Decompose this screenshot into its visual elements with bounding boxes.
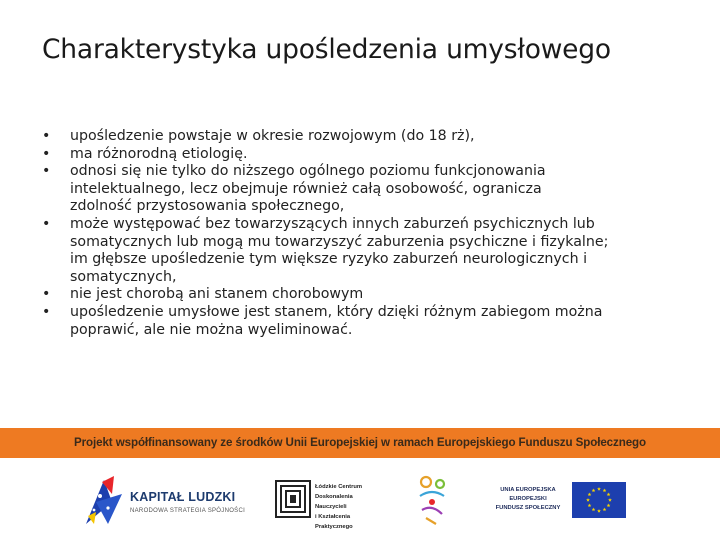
bullet-line: upośledzenie umysłowe jest stanem, który dzięki różnym zabiegom można <box>70 303 603 320</box>
bullet-line: odnosi się nie tylko do niższego ogólnego poziomu funkcjonowania <box>70 163 546 180</box>
bullet-line: zdolność przystosowania społecznego, <box>70 198 345 215</box>
eu-efs-text <box>488 486 568 513</box>
bullet-line: somatycznych, <box>70 268 177 285</box>
bullet-list <box>42 128 682 339</box>
bullet-item <box>42 163 682 216</box>
lcdnikp-emblem-icon <box>275 480 311 518</box>
lcdnikp-line: Łódzkie Centrum <box>315 484 363 490</box>
lcdnikp-line: i Kształcenia Praktycznego <box>315 514 353 530</box>
funding-band <box>0 428 720 458</box>
logo-strip <box>0 462 720 540</box>
kapital-ludzki-name: KAPITAŁ LUDZKI <box>130 490 236 504</box>
bullet-line: poprawić, ale nie można wyeliminować. <box>70 321 353 338</box>
bullet-item <box>42 128 682 146</box>
bullet-marker: • <box>42 286 51 303</box>
lcdnikp-text <box>315 482 385 532</box>
emblem-logo <box>412 474 452 528</box>
eu-efs-line: EUROPEJSKI <box>509 496 547 502</box>
bullet-marker: • <box>42 303 51 320</box>
colorful-figure-icon <box>412 474 452 528</box>
eu-efs-line: FUNDUSZ SPOŁECZNY <box>495 505 561 511</box>
funding-band-text: Projekt współfinansowany ze środków Unii Europejskiej w ramach Europejskiego Funduszu Społecznego <box>73 436 647 449</box>
bullet-item <box>42 216 682 286</box>
slide-title: Charakterystyka upośledzenia umysłowego <box>42 34 611 65</box>
bullet-line: może występować bez towarzyszących innych zaburzeń psychicznych lub <box>70 215 595 232</box>
lcdnikp-line: Doskonalenia Nauczycieli <box>315 494 353 510</box>
eu-efs-logo <box>488 480 628 520</box>
eu-efs-line: UNIA EUROPEJSKA <box>500 487 556 493</box>
kapital-ludzki-subtitle: NARODOWA STRATEGIA SPÓJNOŚCI <box>130 508 246 514</box>
bullet-line: ma różnorodną etiologię. <box>70 145 248 162</box>
bullet-line: nie jest chorobą ani stanem chorobowym <box>70 286 364 303</box>
bullet-marker: • <box>42 163 51 180</box>
bullet-item <box>42 286 682 304</box>
bullet-marker: • <box>42 128 51 144</box>
bullet-item <box>42 304 682 339</box>
lcdnikp-logo <box>275 480 380 530</box>
bullet-line: somatycznych lub mogą mu towarzyszyć zaburzenia psychiczne i fizykalne; <box>70 233 609 250</box>
bullet-item <box>42 146 682 164</box>
bullet-marker: • <box>42 145 51 162</box>
kapital-ludzki-emblem-icon <box>82 472 128 528</box>
bullet-line: intelektualnego, lecz obejmuje również całą osobowość, ogranicza <box>70 180 542 197</box>
bullet-marker: • <box>42 215 51 232</box>
bullet-line: upośledzenie powstaje w okresie rozwojowym (do 18 rż), <box>70 128 475 144</box>
bullet-line: im głębsze upośledzenie tym większe ryzyko zaburzeń neurologicznych i <box>70 251 588 268</box>
kapital-ludzki-logo <box>82 472 262 528</box>
eu-flag-icon <box>572 482 626 518</box>
